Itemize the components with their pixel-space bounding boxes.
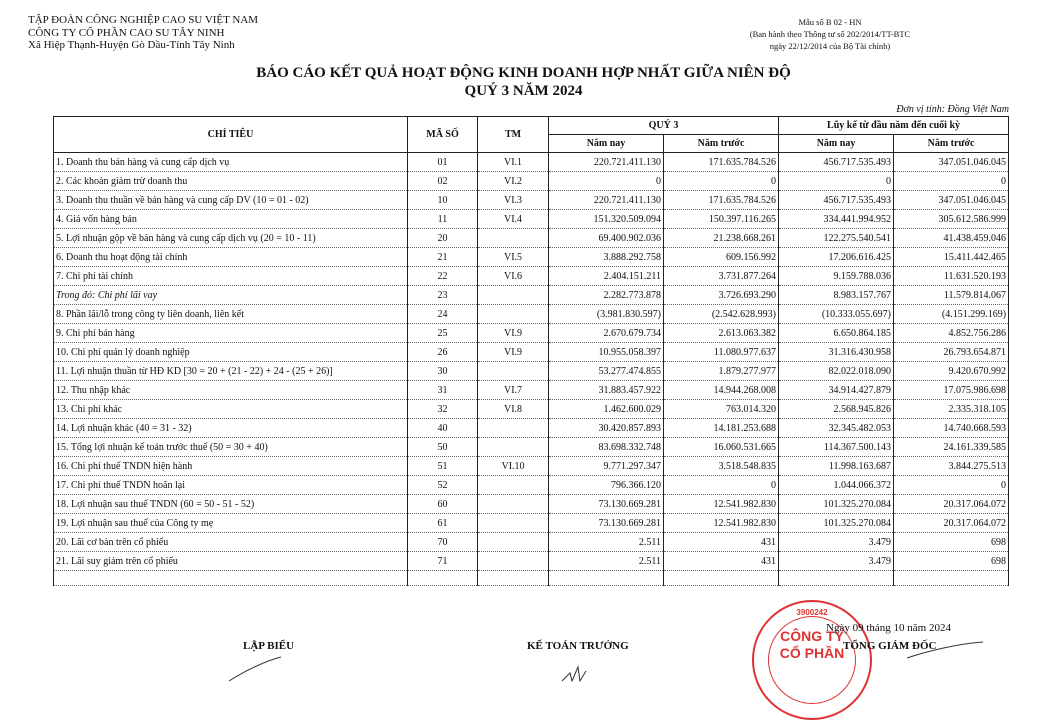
- row-ytd-this-year: 82.022.018.090: [779, 362, 894, 381]
- row-item: 12. Thu nhập khác: [54, 381, 408, 400]
- row-ytd-last-year: 9.420.670.992: [894, 362, 1009, 381]
- row-quarter-this-year: 3.888.292.758: [549, 248, 664, 267]
- row-note: [478, 362, 549, 381]
- row-ytd-this-year: 114.367.500.143: [779, 438, 894, 457]
- row-code: 21: [408, 248, 478, 267]
- row-item: 6. Doanh thu hoạt động tài chính: [54, 248, 408, 267]
- row-note: VI.6: [478, 267, 549, 286]
- row-item: 18. Lợi nhuận sau thuế TNDN (60 = 50 - 51 - 52): [54, 495, 408, 514]
- row-code: 30: [408, 362, 478, 381]
- row-item: 15. Tổng lợi nhuận kế toán trước thuế (50 = 30 + 40): [54, 438, 408, 457]
- row-code: 24: [408, 305, 478, 324]
- row-ytd-this-year: 3.479: [779, 533, 894, 552]
- currency-unit: Đơn vị tính: Đồng Việt Nam: [896, 104, 1009, 115]
- row-quarter-this-year: 10.955.058.397: [549, 343, 664, 362]
- row-note: VI.9: [478, 343, 549, 362]
- seal-line-1: CÔNG TY: [780, 628, 844, 644]
- row-note: [478, 476, 549, 495]
- row-ytd-last-year: 0: [894, 476, 1009, 495]
- row-quarter-this-year: 0: [549, 172, 664, 191]
- row-ytd-last-year: (4.151.299.169): [894, 305, 1009, 324]
- row-quarter-this-year: 83.698.332.748: [549, 438, 664, 457]
- header-ytd: Lũy kế từ đầu năm đến cuối kỳ: [779, 117, 1009, 135]
- row-quarter-last-year: 1.879.277.977: [664, 362, 779, 381]
- row-ytd-this-year: 1.044.066.372: [779, 476, 894, 495]
- row-item: 11. Lợi nhuận thuần từ HĐ KD [30 = 20 + (21 - 22) + 24 - (25 + 26)]: [54, 362, 408, 381]
- company-name: CÔNG TY CỔ PHẦN CAO SU TÂY NINH: [28, 26, 225, 39]
- row-note: [478, 419, 549, 438]
- row-ytd-last-year: 26.793.654.871: [894, 343, 1009, 362]
- table-row: [54, 514, 1009, 533]
- row-note: [478, 552, 549, 571]
- header-quarter: QUÝ 3: [549, 117, 779, 135]
- row-note: [478, 514, 549, 533]
- preparer-signature: [225, 655, 285, 682]
- row-code: 61: [408, 514, 478, 533]
- group-name: TẬP ĐOÀN CÔNG NGHIỆP CAO SU VIỆT NAM: [28, 14, 259, 26]
- row-item: 5. Lợi nhuận gộp về bán hàng và cung cấp dịch vụ (20 = 10 - 11): [54, 229, 408, 248]
- table-row: [54, 419, 1009, 438]
- row-quarter-last-year: 150.397.116.265: [664, 210, 779, 229]
- row-note: VI.7: [478, 381, 549, 400]
- row-quarter-this-year: 2.404.151.211: [549, 267, 664, 286]
- table-row: [54, 495, 1009, 514]
- row-quarter-this-year: 53.277.474.855: [549, 362, 664, 381]
- empty-cell: [478, 571, 549, 586]
- row-item: 1. Doanh thu bán hàng và cung cấp dịch vụ: [54, 153, 408, 172]
- row-code: 52: [408, 476, 478, 495]
- row-ytd-this-year: 34.914.427.879: [779, 381, 894, 400]
- row-item: 10. Chi phí quản lý doanh nghiệp: [54, 343, 408, 362]
- row-ytd-this-year: 2.568.945.826: [779, 400, 894, 419]
- row-ytd-last-year: 24.161.339.585: [894, 438, 1009, 457]
- header-quarter-this-year: Năm nay: [549, 135, 664, 153]
- row-item: Trong đó: Chi phí lãi vay: [54, 286, 408, 305]
- row-ytd-last-year: 20.317.064.072: [894, 495, 1009, 514]
- row-code: 02: [408, 172, 478, 191]
- row-quarter-last-year: 12.541.982.830: [664, 495, 779, 514]
- row-quarter-this-year: 220.721.411.130: [549, 191, 664, 210]
- table-row: [54, 267, 1009, 286]
- row-ytd-this-year: 0: [779, 172, 894, 191]
- company-header: [28, 14, 258, 52]
- row-ytd-last-year: 2.335.318.105: [894, 400, 1009, 419]
- row-note: VI.8: [478, 400, 549, 419]
- report-period: QUÝ 3 NĂM 2024: [464, 83, 583, 99]
- row-ytd-this-year: 122.275.540.541: [779, 229, 894, 248]
- empty-cell: [549, 571, 664, 586]
- row-item: 3. Doanh thu thuần về bán hàng và cung cấp DV (10 = 01 - 02): [54, 191, 408, 210]
- table-row: [54, 343, 1009, 362]
- chief-accountant-signature: [560, 665, 600, 682]
- row-ytd-last-year: 41.438.459.046: [894, 229, 1009, 248]
- row-note: VI.4: [478, 210, 549, 229]
- signing-date: Ngày 09 tháng 10 năm 2024: [826, 622, 951, 634]
- table-row: [54, 172, 1009, 191]
- row-ytd-last-year: 15.411.442.465: [894, 248, 1009, 267]
- row-quarter-last-year: 14.944.268.008: [664, 381, 779, 400]
- row-code: 26: [408, 343, 478, 362]
- row-quarter-last-year: 3.726.693.290: [664, 286, 779, 305]
- table-row: [54, 153, 1009, 172]
- row-item: 16. Chi phí thuế TNDN hiện hành: [54, 457, 408, 476]
- row-code: 60: [408, 495, 478, 514]
- row-ytd-this-year: 9.159.788.036: [779, 267, 894, 286]
- income-statement-table: [53, 116, 1009, 586]
- row-code: 10: [408, 191, 478, 210]
- row-quarter-last-year: 12.541.982.830: [664, 514, 779, 533]
- row-quarter-last-year: 3.518.548.835: [664, 457, 779, 476]
- row-ytd-last-year: 347.051.046.045: [894, 191, 1009, 210]
- row-item: 17. Chi phí thuế TNDN hoãn lại: [54, 476, 408, 495]
- seal-code: 3900242: [796, 608, 828, 617]
- row-code: 23: [408, 286, 478, 305]
- row-ytd-last-year: 11.579.814.067: [894, 286, 1009, 305]
- table-row: [54, 381, 1009, 400]
- row-code: 70: [408, 533, 478, 552]
- row-item: 7. Chi phí tài chính: [54, 267, 408, 286]
- table-row: [54, 457, 1009, 476]
- row-code: 51: [408, 457, 478, 476]
- row-ytd-this-year: (10.333.055.697): [779, 305, 894, 324]
- row-ytd-last-year: 14.740.668.593: [894, 419, 1009, 438]
- row-note: VI.5: [478, 248, 549, 267]
- row-quarter-this-year: (3.981.830.597): [549, 305, 664, 324]
- row-quarter-this-year: 30.420.857.893: [549, 419, 664, 438]
- row-quarter-this-year: 69.400.902.036: [549, 229, 664, 248]
- row-code: 22: [408, 267, 478, 286]
- row-note: [478, 495, 549, 514]
- row-quarter-this-year: 2.511: [549, 533, 664, 552]
- header-code: MÃ SỐ: [408, 117, 478, 153]
- row-code: 20: [408, 229, 478, 248]
- row-ytd-this-year: 101.325.270.084: [779, 495, 894, 514]
- row-ytd-last-year: 698: [894, 552, 1009, 571]
- row-quarter-last-year: 2.613.063.382: [664, 324, 779, 343]
- empty-cell: [408, 571, 478, 586]
- row-code: 71: [408, 552, 478, 571]
- row-ytd-this-year: 334.441.994.952: [779, 210, 894, 229]
- row-code: 01: [408, 153, 478, 172]
- row-code: 31: [408, 381, 478, 400]
- row-code: 11: [408, 210, 478, 229]
- row-ytd-last-year: 3.844.275.513: [894, 457, 1009, 476]
- header-item: CHỈ TIÊU: [54, 117, 408, 153]
- row-quarter-last-year: 609.156.992: [664, 248, 779, 267]
- row-code: 50: [408, 438, 478, 457]
- row-quarter-this-year: 2.511: [549, 552, 664, 571]
- form-date: ngày 22/12/2014 của Bộ Tài chính): [769, 41, 891, 51]
- table-row: [54, 362, 1009, 381]
- row-quarter-this-year: 31.883.457.922: [549, 381, 664, 400]
- row-quarter-last-year: 21.238.668.261: [664, 229, 779, 248]
- row-quarter-last-year: 171.635.784.526: [664, 153, 779, 172]
- table-row: [54, 229, 1009, 248]
- row-note: [478, 229, 549, 248]
- row-quarter-last-year: 16.060.531.665: [664, 438, 779, 457]
- row-code: 32: [408, 400, 478, 419]
- company-address: Xã Hiệp Thạnh-Huyện Gò Dầu-Tỉnh Tây Ninh: [28, 39, 235, 51]
- table-row: [54, 533, 1009, 552]
- row-item: 2. Các khoản giảm trừ doanh thu: [54, 172, 408, 191]
- row-ytd-this-year: 456.717.535.493: [779, 191, 894, 210]
- row-item: 20. Lãi cơ bản trên cổ phiếu: [54, 533, 408, 552]
- row-quarter-last-year: 171.635.784.526: [664, 191, 779, 210]
- row-quarter-last-year: 11.080.977.637: [664, 343, 779, 362]
- table-row: [54, 476, 1009, 495]
- row-item: 9. Chi phí bán hàng: [54, 324, 408, 343]
- row-ytd-this-year: 31.316.430.958: [779, 343, 894, 362]
- row-quarter-last-year: 3.731.877.264: [664, 267, 779, 286]
- row-quarter-last-year: 0: [664, 476, 779, 495]
- table-row: [54, 324, 1009, 343]
- row-note: [478, 533, 549, 552]
- row-code: 25: [408, 324, 478, 343]
- row-note: [478, 286, 549, 305]
- row-quarter-last-year: 763.014.320: [664, 400, 779, 419]
- row-quarter-this-year: 220.721.411.130: [549, 153, 664, 172]
- row-ytd-last-year: 347.051.046.045: [894, 153, 1009, 172]
- form-reference: [700, 16, 960, 52]
- row-ytd-this-year: 3.479: [779, 552, 894, 571]
- row-quarter-last-year: 431: [664, 533, 779, 552]
- table-row: [54, 191, 1009, 210]
- row-ytd-this-year: 17.206.616.425: [779, 248, 894, 267]
- header-ytd-this-year: Năm nay: [779, 135, 894, 153]
- chief-accountant-label: KẾ TOÁN TRƯỞNG: [527, 640, 629, 652]
- row-note: [478, 438, 549, 457]
- row-ytd-this-year: 11.998.163.687: [779, 457, 894, 476]
- row-ytd-last-year: 698: [894, 533, 1009, 552]
- row-quarter-this-year: 73.130.669.281: [549, 514, 664, 533]
- row-ytd-last-year: 20.317.064.072: [894, 514, 1009, 533]
- row-ytd-last-year: 4.852.756.286: [894, 324, 1009, 343]
- row-item: 4. Giá vốn hàng bán: [54, 210, 408, 229]
- row-note: VI.2: [478, 172, 549, 191]
- row-item: 14. Lợi nhuận khác (40 = 31 - 32): [54, 419, 408, 438]
- table-row: [54, 286, 1009, 305]
- seal-line-2: CỔ PHẦN: [779, 645, 845, 661]
- table-row: [54, 400, 1009, 419]
- row-ytd-last-year: 11.631.520.193: [894, 267, 1009, 286]
- empty-cell: [779, 571, 894, 586]
- table-row: [54, 248, 1009, 267]
- row-item: 13. Chi phí khác: [54, 400, 408, 419]
- row-ytd-last-year: 305.612.586.999: [894, 210, 1009, 229]
- form-number: Mẫu số B 02 - HN: [798, 17, 862, 27]
- row-quarter-this-year: 2.670.679.734: [549, 324, 664, 343]
- table-row-empty: [54, 571, 1009, 586]
- row-note: [478, 305, 549, 324]
- row-ytd-this-year: 456.717.535.493: [779, 153, 894, 172]
- empty-cell: [894, 571, 1009, 586]
- row-quarter-this-year: 2.282.773.878: [549, 286, 664, 305]
- row-quarter-this-year: 73.130.669.281: [549, 495, 664, 514]
- director-signature: [905, 640, 985, 660]
- header-note: TM: [478, 117, 549, 153]
- director-label: TỔNG GIÁM ĐỐC: [843, 640, 937, 652]
- row-quarter-this-year: 1.462.600.029: [549, 400, 664, 419]
- row-note: VI.3: [478, 191, 549, 210]
- report-title: BÁO CÁO KẾT QUẢ HOẠT ĐỘNG KINH DOANH HỢP NHẤT GIỮA NIÊN ĐỘ: [256, 65, 791, 81]
- company-seal: [752, 600, 872, 720]
- empty-cell: [664, 571, 779, 586]
- row-quarter-last-year: 431: [664, 552, 779, 571]
- table-row: [54, 305, 1009, 324]
- row-ytd-this-year: 8.983.157.767: [779, 286, 894, 305]
- table-row: [54, 552, 1009, 571]
- row-item: 21. Lãi suy giảm trên cổ phiếu: [54, 552, 408, 571]
- row-quarter-this-year: 796.366.120: [549, 476, 664, 495]
- row-note: VI.10: [478, 457, 549, 476]
- row-quarter-last-year: 0: [664, 172, 779, 191]
- row-note: VI.1: [478, 153, 549, 172]
- row-quarter-last-year: (2.542.628.993): [664, 305, 779, 324]
- empty-cell: [54, 571, 408, 586]
- row-code: 40: [408, 419, 478, 438]
- header-quarter-last-year: Năm trước: [664, 135, 779, 153]
- row-quarter-this-year: 151.320.509.094: [549, 210, 664, 229]
- table-row: [54, 210, 1009, 229]
- table-row: [54, 438, 1009, 457]
- row-ytd-this-year: 6.650.864.185: [779, 324, 894, 343]
- row-item: 19. Lợi nhuận sau thuế của Công ty mẹ: [54, 514, 408, 533]
- preparer-label: LẬP BIỂU: [243, 640, 295, 652]
- header-ytd-last-year: Năm trước: [894, 135, 1009, 153]
- row-ytd-last-year: 17.075.986.698: [894, 381, 1009, 400]
- form-circular: (Ban hành theo Thông tư số 202/2014/TT-BTC: [749, 29, 911, 39]
- row-quarter-last-year: 14.181.253.688: [664, 419, 779, 438]
- row-note: VI.9: [478, 324, 549, 343]
- row-item: 8. Phần lãi/lỗ trong công ty liên doanh, liên kết: [54, 305, 408, 324]
- row-ytd-this-year: 101.325.270.084: [779, 514, 894, 533]
- row-ytd-this-year: 32.345.482.053: [779, 419, 894, 438]
- row-ytd-last-year: 0: [894, 172, 1009, 191]
- row-quarter-this-year: 9.771.297.347: [549, 457, 664, 476]
